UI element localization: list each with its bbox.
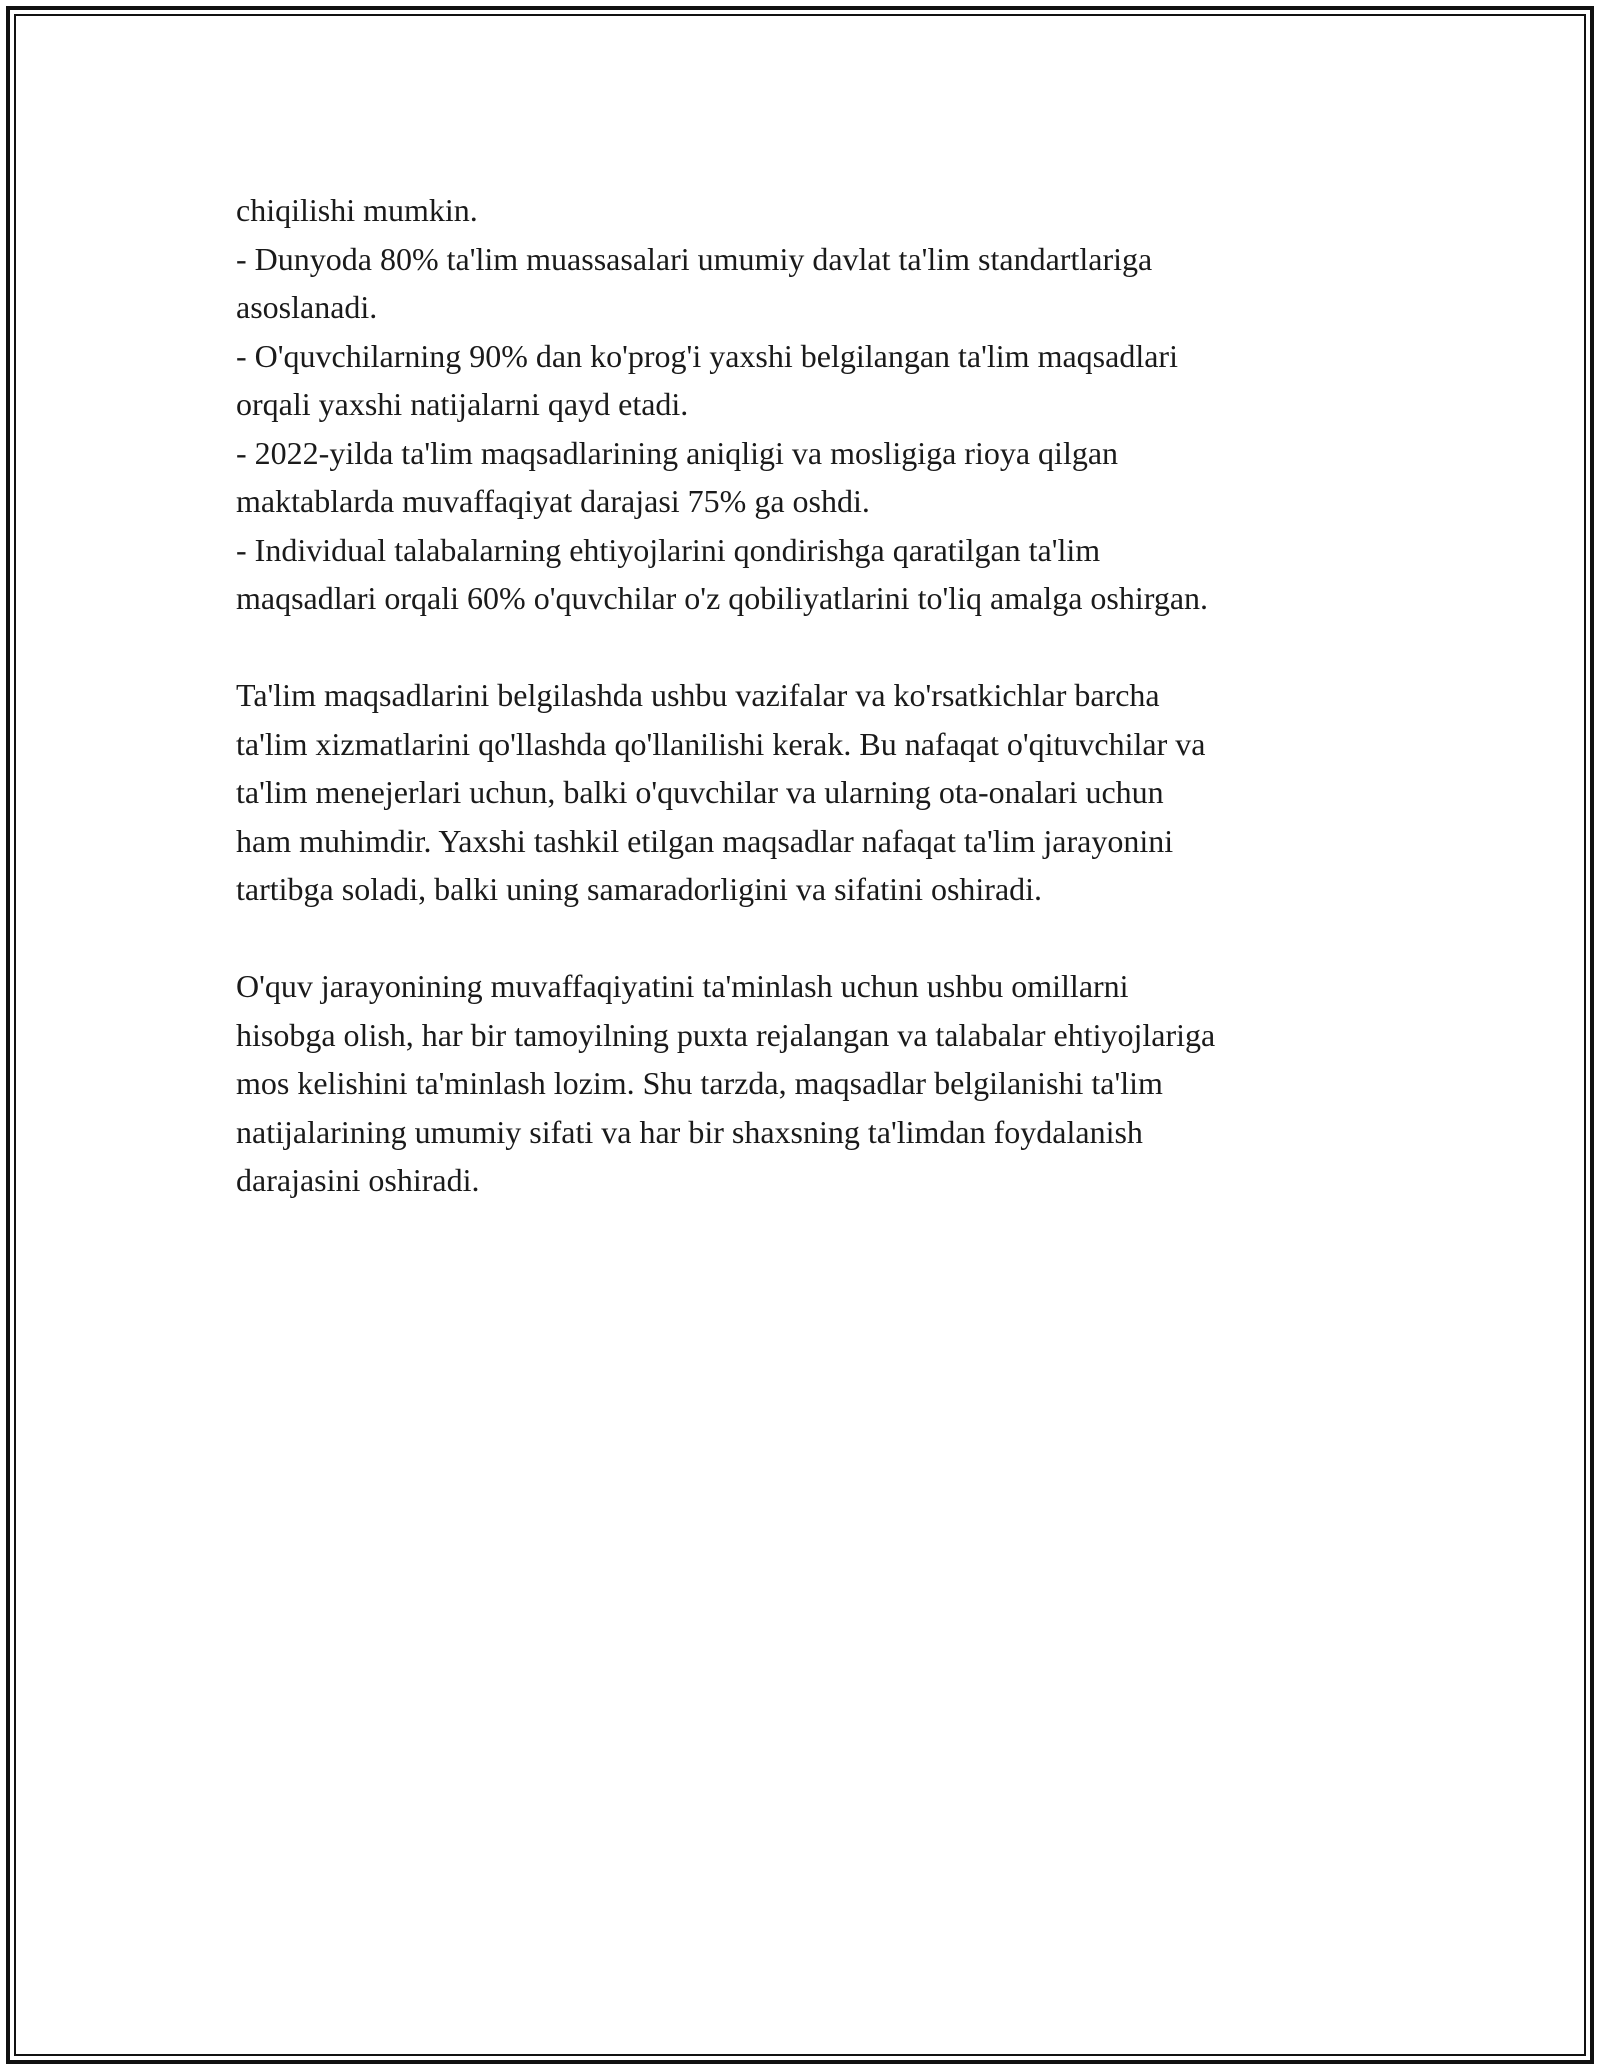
paragraph-line: ta'lim menejerlari uchun, balki o'quvchilar va ularning ota-onalari uchun [236,774,1164,810]
list-item-text: orqali yaxshi natijalarni qayd etadi. [236,386,689,422]
list-item-text: - 2022-yilda ta'lim maqsadlarining aniqligi va mosligiga rioya qilgan [236,434,1119,471]
list-item-text: - O'quvchilarning 90% dan ko'prog'i yaxshi belgilangan ta'lim maqsadlari [236,337,1178,374]
paragraph-2 [236,671,1416,914]
document-body [236,186,1416,1205]
list-item-text: maqsadlari orqali 60% o'quvchilar o'z qobiliyatlarini to'liq amalga oshirgan. [236,580,1209,616]
list-item-text: asoslanadi. [236,289,378,325]
paragraph-line: darajasini oshiradi. [236,1162,480,1198]
paragraph-line: ta'lim xizmatlarini qo'llashda qo'llanilishi kerak. Bu nafaqat o'qituvchilar va [236,725,1206,762]
paragraph-spacer [236,914,1416,963]
list-item-text: maktablarda muvaffaqiyat darajasi 75% ga oshdi. [236,483,870,519]
paragraph-line: O'quv jarayonining muvaffaqiyatini ta'minlash uchun ushbu omillarni [236,968,1129,1004]
paragraph-line: ham muhimdir. Yaxshi tashkil etilgan maqsadlar nafaqat ta'lim jarayonini [236,822,1174,859]
paragraph-3 [236,962,1416,1205]
paragraph-line: hisobga olish, har bir tamoyilning puxta rejalangan va talabalar ehtiyojlariga [236,1016,1216,1053]
paragraph-line: mos kelishini ta'minlash lozim. Shu tarzda, maqsadlar belgilanishi ta'lim [236,1065,1163,1101]
statistics-block [236,186,1416,623]
paragraph-line: Ta'lim maqsadlarini belgilashda ushbu vazifalar va ko'rsatkichlar barcha [236,677,1160,713]
paragraph-line: natijalarining umumiy sifati va har bir shaxsning ta'limdan foydalanish [236,1113,1143,1150]
paragraph-spacer [236,623,1416,672]
text-line: chiqilishi mumkin. [236,192,478,228]
list-item-text: - Individual talabalarning ehtiyojlarini qondirishga qaratilgan ta'lim [236,531,1101,568]
list-item-text: - Dunyoda 80% ta'lim muassasalari umumiy davlat ta'lim standartlariga [236,240,1153,277]
paragraph-line: tartibga soladi, balki uning samaradorligini va sifatini oshiradi. [236,871,1043,907]
